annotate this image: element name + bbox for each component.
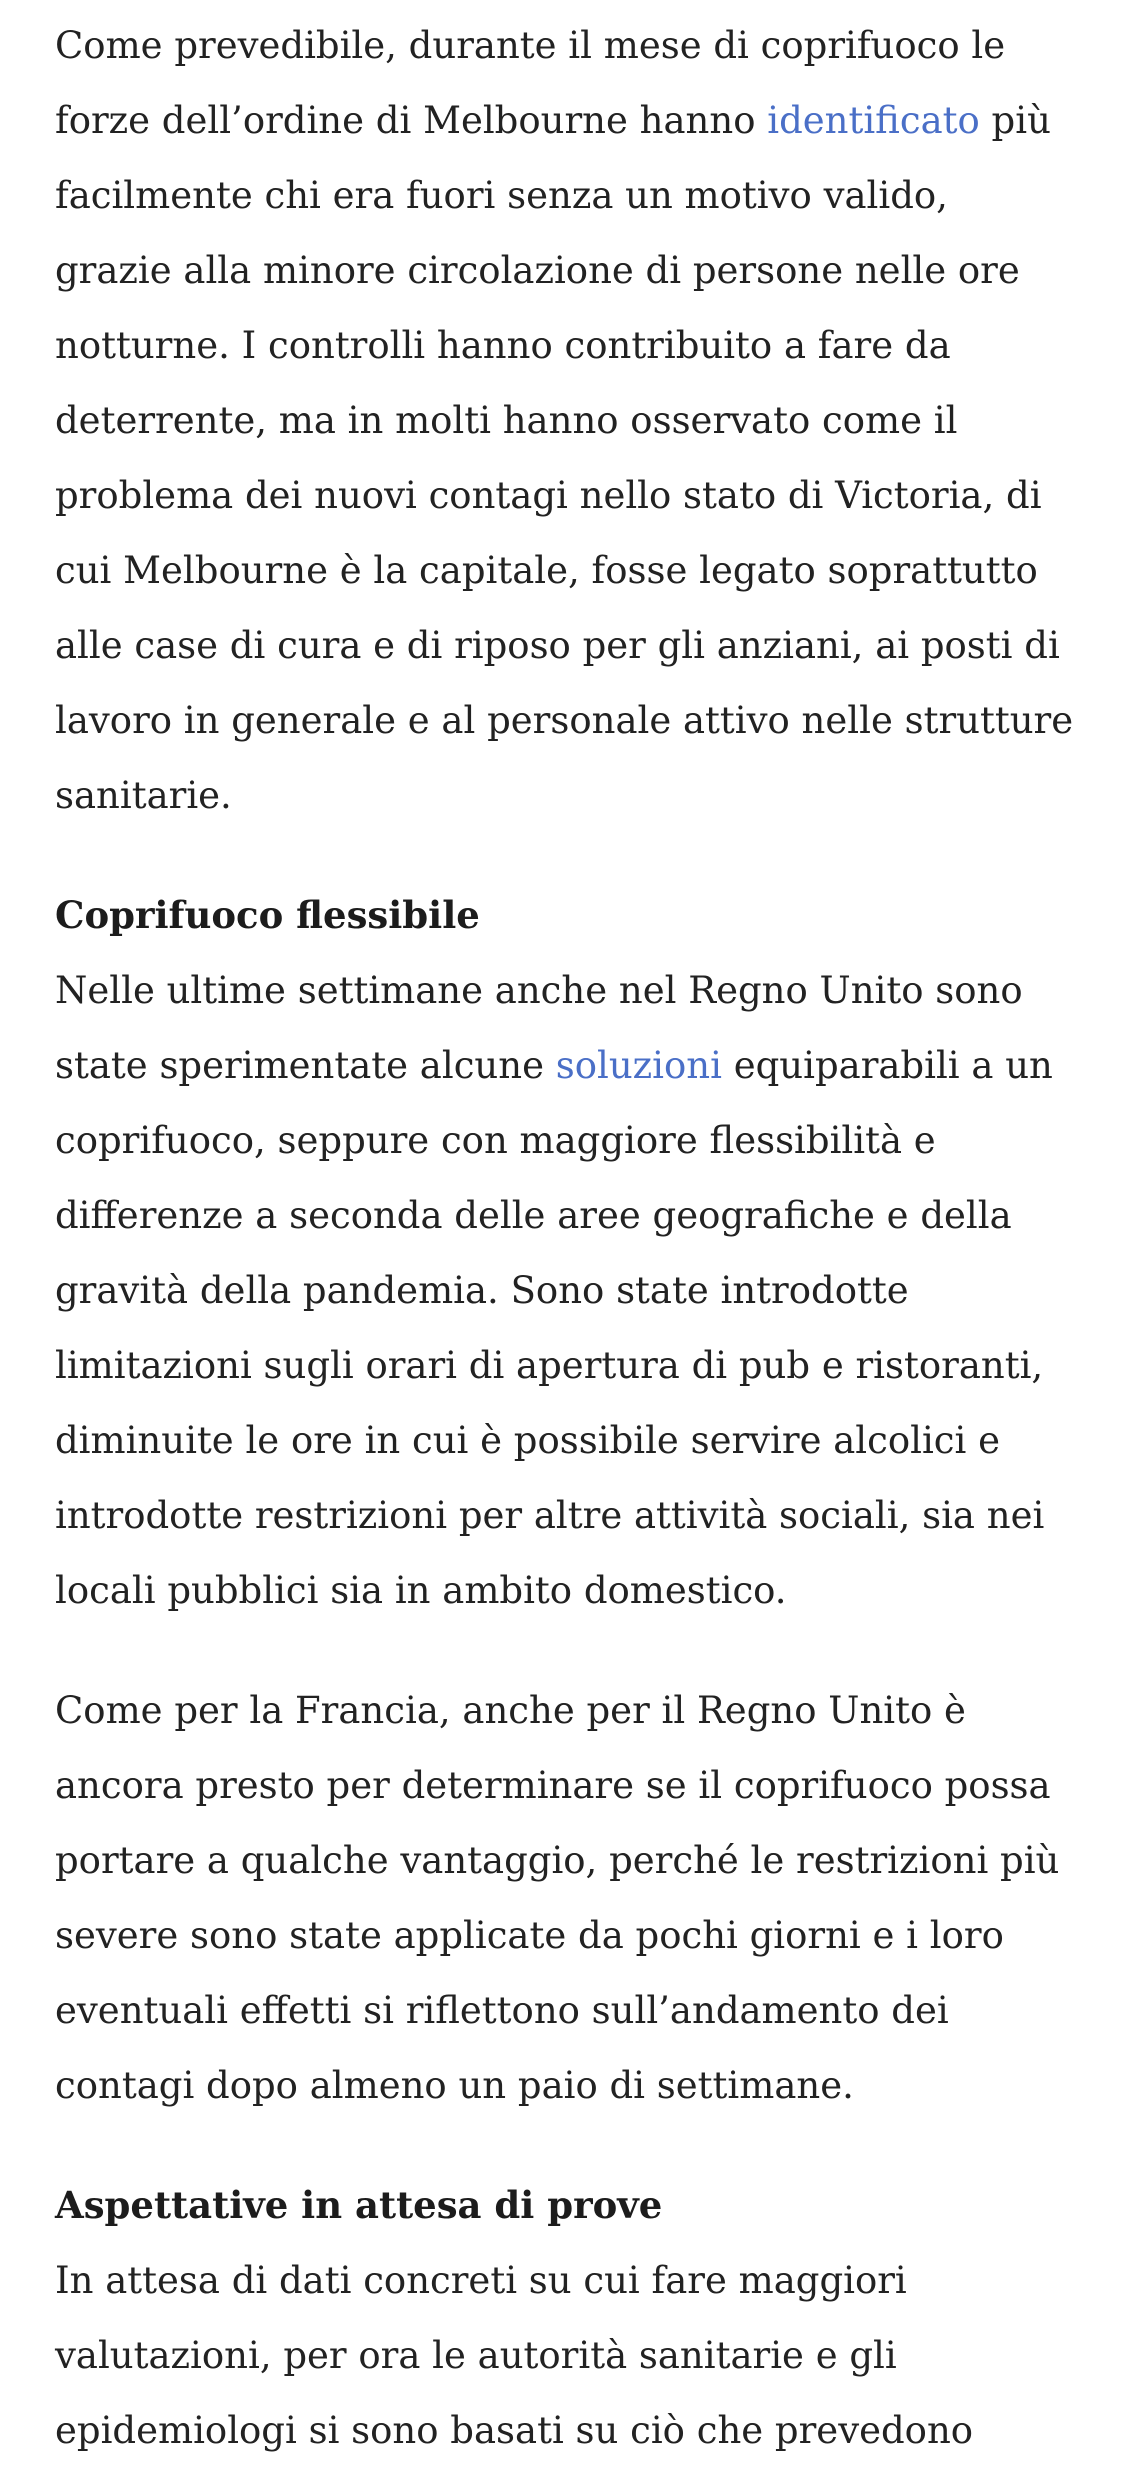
paragraph-attesa-dati: In attesa di dati concreti su cui fare maggiori valutazioni, per ora le autorità sanitarie e gli epidemiologi si sono basati su ciò che prevedono [55, 2259, 974, 2452]
paragraph-francia: Come per la Francia, anche per il Regno Unito è ancora presto per determinare se il coprifuoco possa portare a qualche vantaggio, perché le restrizioni più severe sono state applicate da pochi giorni e i loro eventuali effetti si riflettono sull’andamento dei contagi dopo almeno un paio di settimane. [55, 1689, 1060, 2107]
link-soluzioni[interactable]: soluzioni [555, 1044, 722, 1087]
link-identificato[interactable]: identificato [767, 99, 980, 142]
section-heading-aspettative: Aspettative in attesa di prove [55, 2183, 663, 2227]
section-heading-coprifuoco-flessibile: Coprifuoco flessibile [55, 893, 480, 937]
article-body [55, 8, 1075, 2468]
paragraph-text: equiparabili a un coprifuoco, seppure con maggiore flessibilità e differenze a seconda delle aree geografiche e della gravità della pandemia. Sono state introdotte limitazioni sugli orari di apertura di pub e ristoranti, diminuite le ore in cui è possibile servire alcolici e introdotte restrizioni per altre attività sociali, sia nei locali pubblici sia in ambito domestico. [55, 1044, 1053, 1612]
paragraph-melbourne [55, 8, 1075, 833]
paragraph-regno-unito [55, 953, 1075, 1628]
paragraph-text: più facilmente chi era fuori senza un motivo valido, grazie alla minore circolazione di persone nelle ore notturne. I controlli hanno contribuito a fare da deterrente, ma in molti hanno osservato come il problema dei nuovi contagi nello stato di Victoria, di cui Melbourne è la capitale, fosse legato soprattutto alle case di cura e di riposo per gli anziani, ai posti di lavoro in generale e al personale attivo nelle strutture sanitarie. [55, 99, 1074, 817]
paragraph-text: Come prevedibile, durante il mese di coprifuoco le forze dell’ordine di Melbourne hanno [55, 24, 1006, 142]
paragraph-text: Nelle ultime settimane anche nel Regno Unito sono state sperimentate alcune [55, 969, 1023, 1087]
